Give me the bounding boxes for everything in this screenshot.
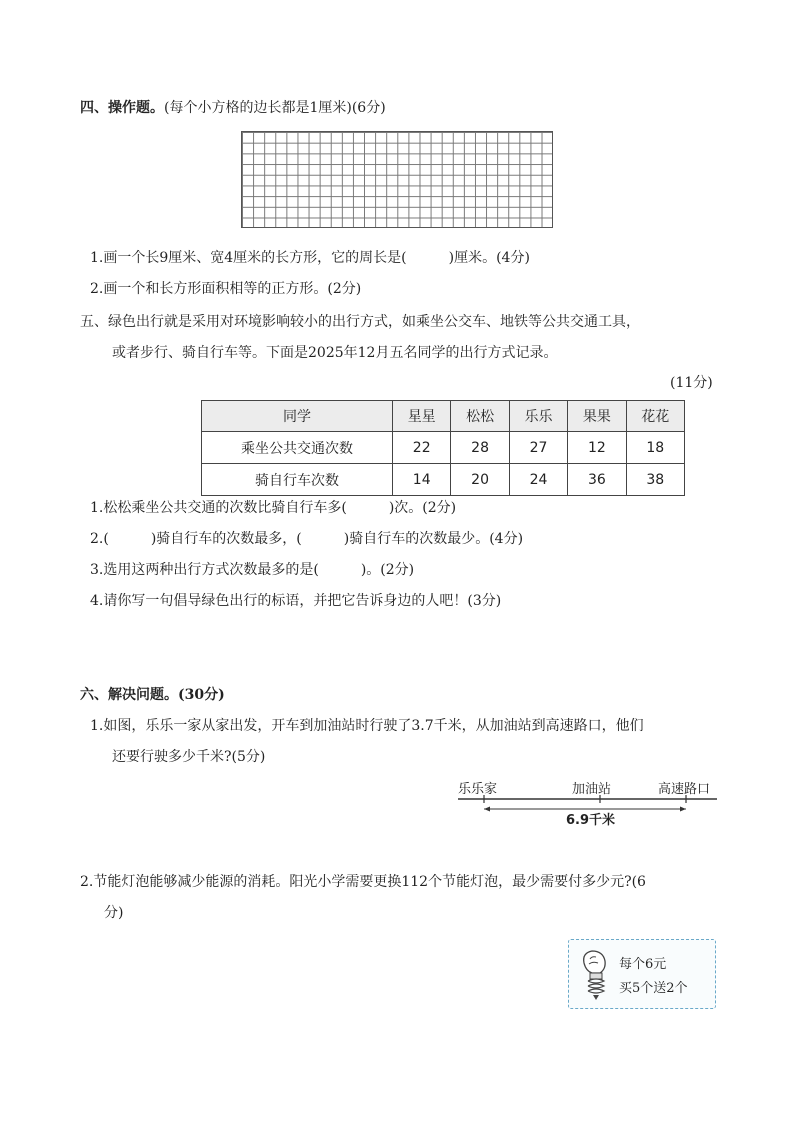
table-cell: 14 bbox=[393, 464, 451, 496]
problem1-line1: 1.如图，乐乐一家从家出发，开车到加油站时行驶了3.7千米，从加油站到高速路口，他们 bbox=[90, 718, 644, 734]
deal-text: 买5个送2个 bbox=[619, 981, 688, 996]
label-gas-station: 加油站 bbox=[572, 782, 612, 797]
label-highway-exit: 高速路口 bbox=[658, 782, 711, 797]
problem2-line1: 2.节能灯泡能够减少能源的消耗。阳光小学需要更换112个节能灯泡，最少需要付多少元?(6 bbox=[80, 874, 646, 890]
table-header-cell: 花花 bbox=[626, 401, 684, 432]
table-cell: 22 bbox=[393, 432, 451, 464]
table-cell: 骑自行车次数 bbox=[202, 464, 393, 496]
section4-heading bbox=[80, 97, 386, 117]
table-row bbox=[202, 432, 685, 464]
total-distance: 6.9千米 bbox=[566, 813, 616, 828]
bulb-offer-card bbox=[568, 939, 716, 1009]
section5-intro-line2: 或者步行、骑自行车等。下面是2025年12月五名同学的出行方式记录。 bbox=[112, 345, 558, 361]
table-cell: 20 bbox=[451, 464, 509, 496]
section4-note: (每个小方格的边长都是1厘米)(6分) bbox=[164, 100, 386, 116]
section5-question-4: 4.请你写一句倡导绿色出行的标语，并把它告诉身边的人吧！(3分) bbox=[90, 593, 502, 609]
light-bulb-icon bbox=[578, 947, 614, 1003]
table-cell: 38 bbox=[626, 464, 684, 496]
table-row bbox=[202, 464, 685, 496]
section4-question-2: 2.画一个和长方形面积相等的正方形。(2分) bbox=[90, 281, 362, 297]
label-home: 乐乐家 bbox=[458, 782, 498, 797]
section5-question-2: 2.( )骑自行车的次数最多，( )骑自行车的次数最少。(4分) bbox=[90, 531, 524, 547]
travel-record-table bbox=[201, 400, 685, 496]
square-grid[interactable] bbox=[241, 131, 553, 228]
table-header-cell: 松松 bbox=[451, 401, 509, 432]
table-cell: 24 bbox=[509, 464, 567, 496]
table-cell: 乘坐公共交通次数 bbox=[202, 432, 393, 464]
table-header-row bbox=[202, 401, 685, 432]
problem1-line2: 还要行驶多少千米?(5分) bbox=[112, 749, 266, 765]
section4-question-1: 1.画一个长9厘米、宽4厘米的长方形，它的周长是( )厘米。(4分) bbox=[90, 250, 530, 266]
table-cell: 18 bbox=[626, 432, 684, 464]
table-cell: 27 bbox=[509, 432, 567, 464]
table-cell: 28 bbox=[451, 432, 509, 464]
table-header-cell: 星星 bbox=[393, 401, 451, 432]
problem2-line2: 分) bbox=[104, 905, 124, 921]
section5-question-3: 3.选用这两种出行方式次数最多的是( )。(2分) bbox=[90, 562, 415, 578]
table-header-cell: 果果 bbox=[568, 401, 626, 432]
section4-title: 四、操作题。 bbox=[80, 100, 164, 116]
price-text: 每个6元 bbox=[619, 957, 667, 972]
table-header-cell: 乐乐 bbox=[509, 401, 567, 432]
table-cell: 12 bbox=[568, 432, 626, 464]
section5-score: (11分) bbox=[670, 375, 713, 391]
section5-question-1: 1.松松乘坐公共交通的次数比骑自行车多( )次。(2分) bbox=[90, 500, 457, 516]
road-diagram bbox=[455, 778, 720, 828]
table-cell: 36 bbox=[568, 464, 626, 496]
section6-title: 六、解决问题。(30分) bbox=[80, 687, 225, 703]
section5-intro-line1: 五、绿色出行就是采用对环境影响较小的出行方式，如乘坐公交车、地铁等公共交通工具， bbox=[80, 314, 640, 330]
table-header-cell: 同学 bbox=[202, 401, 393, 432]
